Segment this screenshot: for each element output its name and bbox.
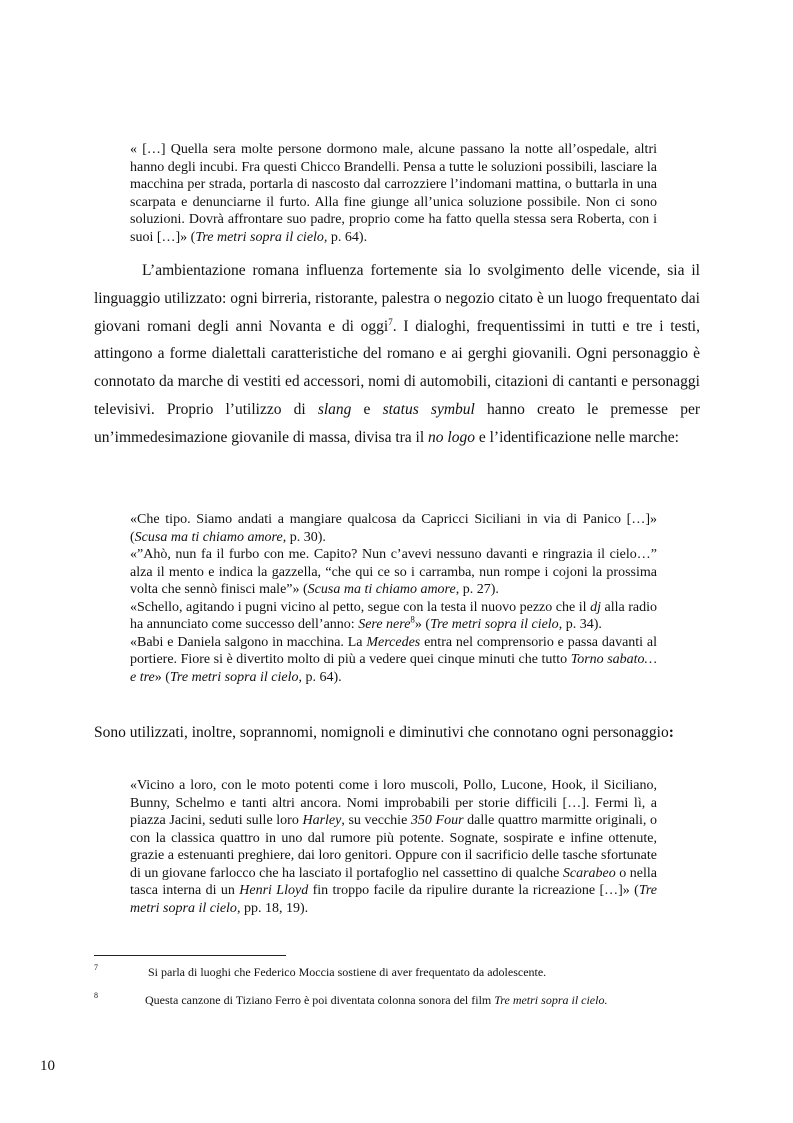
footnote-text: Questa canzone di Tiziano Ferro è poi diventata colonna sonora del film Tre metri sopra il cielo.	[145, 993, 608, 1007]
footnote-divider	[94, 955, 286, 956]
paragraph-text: L’ambientazione romana influenza fortemente sia lo svolgimento delle vicende, sia il linguaggio utilizzato: ogni birreria, ristorante, palestra o negozio citato è un luogo frequentato dai giovani romani degli anni Novanta e di oggi$^7$. I dialoghi, frequentissimi in tutti e tre i testi, attingono a forme dialettali caratteristiche del romano e ai gerghi giovanili. Ogni personaggio è connotato da marche di vestiti ed accessori, nomi di automobili, citazioni di cantanti e personaggi televisivi. Proprio l’utilizzo di slang e status symbul hanno creato le premesse per un’immedesimazione giovanile di massa, divisa tra il no logo e l’identificazione nelle marche:	[94, 262, 700, 446]
quote-line-2: «”Ahò, nun fa il furbo con me. Capito? Nun c’avevi nessuno davanti e ringrazia il cielo…” alza il mento e indica la gazzella, “che qui ce so i carramba, nun rompe i cojoni la prossima volta che sennò finisci male”» (Scusa ma ti chiamo amore, p. 27).	[130, 547, 657, 597]
footnote-ref-8: 8	[410, 614, 415, 625]
quote-paragraph: « […] Quella sera molte persone dormono male, alcune passano la notte all’ospedale, altri hanno degli incubi. Fra questi Chicco Brandelli. Pensa a tutte le soluzioni possibili, lasciare la macchina per strada, portarla di nascosto dal carrozziere l’indomani mattina, o buttarla in una scarpata e denunciarne il furto. Alla fine giunge all’unica soluzione possibile. Non ci sono soluzioni. Dovrà affrontare suo padre, proprio come ha fatto quella stessa sera Roberta, con i suoi […]» (Tre metri sopra il cielo, p. 64).	[130, 142, 657, 245]
page-number: 10	[40, 1058, 55, 1074]
quote-line-3: «Schello, agitando i pugni vicino al petto, segue con la testa il nuovo pezzo che il dj alla radio ha annunciato come successo dell’anno: Sere nere$^8$» (Tre metri sopra il cielo, p. 34).	[130, 599, 657, 632]
block-quote-2	[130, 511, 657, 686]
quote-line-4: «Babi e Daniela salgono in macchina. La Mercedes entra nel comprensorio e passa davanti al portiere. Fiore si è divertito molto di più a vedere quei cinque minuti che tutto Torno sabato…e tre» (Tre metri sopra il cielo, p. 64).	[130, 634, 657, 685]
footnote-number: 8	[94, 991, 98, 1000]
body-paragraph-2	[94, 719, 700, 747]
block-quote-1	[130, 141, 657, 246]
footnote-ref-7: 7	[388, 316, 393, 327]
quote-line-1: «Che tipo. Siamo andati a mangiare qualcosa da Capricci Siciliani in via di Panico […]» (Scusa ma ti chiamo amore, p. 30).	[130, 512, 657, 545]
footnote-text: Si parla di luoghi che Federico Moccia sostiene di aver frequentato da adolescente.	[148, 965, 547, 979]
quote-paragraph: «Vicino a loro, con le moto potenti come i loro muscoli, Pollo, Lucone, Hook, il Siciliano, Bunny, Schelmo e tanti altri ancora. Nomi improbabili per storie difficili […]. Fermi lì, a piazza Jacini, seduti sulle loro Harley, su vecchie 350 Four dalle quattro marmitte originali, o con la classica quattro in uno dal rumore più potente. Sognate, sospirate e infine ottenute, grazie a estenuanti preghiere, dai loro genitori. Oppure con il sacrificio delle tasche sfortunate di un giovane farlocco che ha lasciato il portafoglio nel cassettino di qualche Scarabeo o nella tasca interna di un Henri Lloyd fin troppo facile da ripulire durante la ricreazione […]» (Tre metri sopra il cielo, pp. 18, 19).	[130, 778, 657, 916]
footnote-number: 7	[94, 963, 98, 972]
body-paragraph-1	[94, 257, 700, 452]
block-quote-3	[130, 777, 657, 917]
paragraph-text: Sono utilizzati, inoltre, soprannomi, nomignoli e diminutivi che connotano ogni personaggio:	[94, 724, 674, 741]
book-title: Tre metri sopra il cielo,	[195, 229, 328, 245]
